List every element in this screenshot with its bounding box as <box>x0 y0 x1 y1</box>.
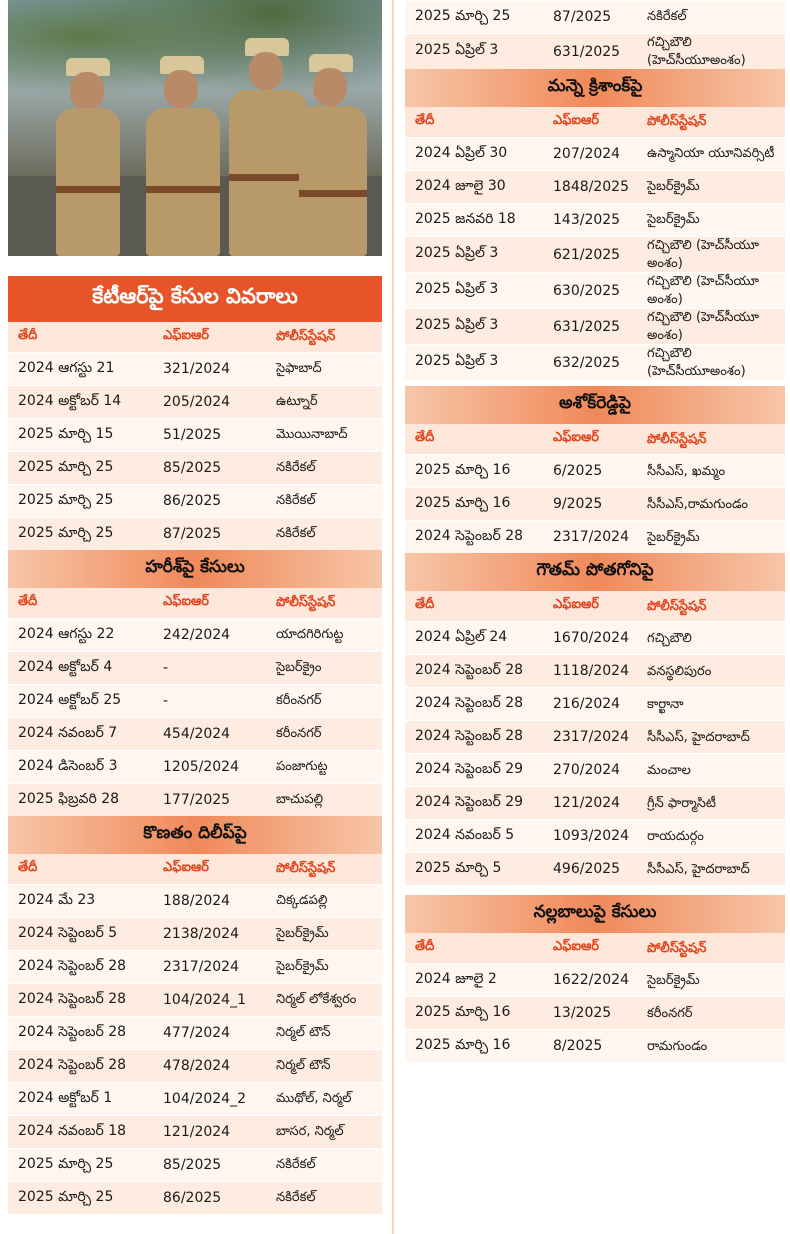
header-station: పోలీస్‌స్టేషన్ <box>276 595 336 611</box>
table-row <box>405 819 785 852</box>
cell-station: నకిరేకల్ <box>276 1190 316 1206</box>
table-row <box>405 621 785 654</box>
cell-station: సైబర్‌క్రైమ్ <box>647 212 700 228</box>
cell-station: మంచాల <box>647 762 691 778</box>
cell-fir: 478/2024 <box>163 1058 231 1074</box>
table-row <box>405 720 785 753</box>
cell-fir: 321/2024 <box>163 361 231 377</box>
right-column <box>405 0 785 1062</box>
cell-date: 2024 ఆగస్టు 21 <box>18 359 115 376</box>
cell-fir: 104/2024_2 <box>163 1091 246 1107</box>
cell-fir: 87/2025 <box>553 9 612 25</box>
cell-date: 2025 ఫిబ్రవరి 28 <box>18 790 120 807</box>
table-row <box>8 651 382 684</box>
cell-station: గచ్చిబౌలి (హెచ్‌సీయూ అంశం) <box>647 274 759 307</box>
header-date: తేదీ <box>415 430 435 446</box>
cell-fir: 86/2025 <box>163 493 222 509</box>
cell-date: 2024 అక్టోబర్ 25 <box>18 691 122 708</box>
nallabalu-table <box>405 963 785 1062</box>
table-row <box>8 1115 382 1148</box>
header-date: తేదీ <box>18 328 38 343</box>
cell-date: 2025 ఏప్రిల్ 3 <box>415 353 499 370</box>
cell-fir: - <box>163 660 169 676</box>
cell-station: ముథోల్, నిర్మల్ <box>276 1091 352 1107</box>
table-row <box>8 618 382 651</box>
cell-date: 2025 మార్చి 16 <box>415 1036 511 1053</box>
cell-date: 2025 ఏప్రిల్ 3 <box>415 245 499 262</box>
cell-fir: 85/2025 <box>163 460 222 476</box>
cell-fir: 496/2025 <box>553 861 621 878</box>
table-row <box>405 454 785 487</box>
cell-date: 2024 సెప్టెంబర్ 28 <box>415 661 524 678</box>
cell-station: కార్ఖానా <box>647 696 684 712</box>
table-row <box>405 996 785 1029</box>
cell-date: 2024 సెప్టెంబర్ 28 <box>18 990 127 1007</box>
cell-date: 2025 ఏప్రిల్ 3 <box>415 281 499 298</box>
header-station: పోలీస్‌స్టేషన్ <box>276 861 336 877</box>
cell-date: 2025 మార్చి 16 <box>415 1003 511 1020</box>
cell-fir: 121/2024 <box>553 795 621 812</box>
cell-fir: 2317/2024 <box>553 529 629 546</box>
table-row <box>405 137 785 170</box>
ashok-table <box>405 454 785 553</box>
cell-station: పంజాగుట్ట <box>276 759 328 775</box>
header-date: తేదీ <box>415 113 435 129</box>
cell-date: 2024 ఆగస్టు 22 <box>18 625 115 642</box>
cell-fir: 8/2025 <box>553 1038 603 1055</box>
table-row <box>405 33 785 69</box>
table-row <box>8 385 382 418</box>
table-row <box>8 983 382 1016</box>
cell-station: గచ్చిబౌలి (హెచ్‌సీయూ అంశం) <box>647 238 759 271</box>
cell-date: 2024 నవంబర్ 5 <box>415 826 515 843</box>
ktr-table <box>8 352 382 550</box>
cell-station: నకిరేకల్ <box>276 526 316 542</box>
cell-fir: 207/2024 <box>553 146 621 163</box>
table-row <box>8 1181 382 1214</box>
harish-table <box>8 618 382 816</box>
cell-date: 2024 సెప్టెంబర్ 29 <box>415 760 524 777</box>
cell-date: 2024 నవంబర్ 18 <box>18 1122 127 1139</box>
cell-fir: 454/2024 <box>163 726 231 742</box>
table-row <box>405 654 785 687</box>
cell-fir: 13/2025 <box>553 1005 612 1022</box>
cell-date: 2024 ఏప్రిల్ 30 <box>415 144 508 161</box>
cell-date: 2025 ఏప్రిల్ 3 <box>415 317 499 334</box>
cell-station: కరీంనగర్ <box>276 726 322 742</box>
cell-station: రామగుండం <box>647 1038 708 1054</box>
cell-date: 2025 జనవరి 18 <box>415 210 516 227</box>
cell-station: ఉట్నూర్ <box>276 394 318 410</box>
cell-station: సైఫాబాద్ <box>276 361 322 377</box>
cell-date: 2024 సెప్టెంబర్ 28 <box>18 1023 127 1040</box>
cell-fir: 2138/2024 <box>163 926 239 942</box>
header-station: పోలీస్‌స్టేషన్ <box>276 329 336 345</box>
cell-fir: 177/2025 <box>163 792 231 808</box>
table-row <box>8 917 382 950</box>
left-column <box>8 0 382 1214</box>
cell-station: నిర్మల్ టౌన్ <box>276 1025 331 1041</box>
table-row <box>405 203 785 236</box>
konatham-table-header <box>8 854 382 884</box>
table-row <box>405 520 785 553</box>
table-row <box>405 236 785 272</box>
police-photo <box>8 0 382 256</box>
cell-station: ఉస్మానియా యూనివర్సిటీ <box>647 146 775 162</box>
header-station: పోలీస్‌స్టేషన్ <box>647 114 707 130</box>
cell-fir: 188/2024 <box>163 893 231 909</box>
cell-fir: 85/2025 <box>163 1157 222 1173</box>
cell-fir: 1118/2024 <box>553 663 629 680</box>
harish-section-title: హరీశ్‌పై కేసులు <box>8 550 382 588</box>
header-fir: ఎఫ్ఐఆర్ <box>553 597 600 613</box>
cell-date: 2025 ఏప్రిల్ 3 <box>415 42 499 59</box>
table-row <box>405 1029 785 1062</box>
cell-fir: 631/2025 <box>553 43 621 60</box>
cell-fir: 216/2024 <box>553 696 621 713</box>
cell-station: సీసీఎస్, హైదరాబాద్ <box>647 729 750 745</box>
cell-station: బాచుపల్లి <box>276 792 324 808</box>
table-row <box>405 786 785 819</box>
cell-station: గచ్చిబౌలి (హెచ్‌సీయూ అంశం) <box>647 310 759 343</box>
table-row <box>8 950 382 983</box>
table-row <box>8 1148 382 1181</box>
header-fir: ఎఫ్ఐఆర్ <box>163 594 210 609</box>
cell-date: 2025 మార్చి 25 <box>415 7 511 24</box>
cell-fir: 9/2025 <box>553 496 603 513</box>
cell-fir: 121/2024 <box>163 1124 231 1140</box>
cell-station: నకిరేకల్ <box>276 460 316 476</box>
manne-table <box>405 137 785 380</box>
cell-date: 2025 మార్చి 16 <box>415 494 511 511</box>
cell-station: మొయినాబాద్ <box>276 427 348 443</box>
header-station: పోలీస్‌స్టేషన్ <box>647 431 707 447</box>
cell-fir: 143/2025 <box>553 212 621 229</box>
gautham-table <box>405 621 785 885</box>
cell-date: 2025 మార్చి 25 <box>18 524 114 541</box>
cell-station: గచ్చిబౌలి <box>647 630 692 646</box>
cell-fir: 104/2024_1 <box>163 992 246 1008</box>
cell-fir: 1205/2024 <box>163 759 239 775</box>
cell-fir: 87/2025 <box>163 526 222 542</box>
column-divider <box>392 0 394 1234</box>
header-fir: ఎఫ్ఐఆర్ <box>553 113 600 129</box>
header-fir: ఎఫ్ఐఆర్ <box>163 328 210 343</box>
cell-date: 2024 జూలై 30 <box>415 177 506 194</box>
table-row <box>8 684 382 717</box>
cell-station: గ్రీన్ ఫార్మాసిటీ <box>647 795 716 811</box>
cell-station: సీసీఎస్,రామగుండం <box>647 496 748 512</box>
manne-table-header <box>405 107 785 137</box>
cell-date: 2024 అక్టోబర్ 14 <box>18 392 122 409</box>
table-row <box>405 0 785 33</box>
cell-fir: 270/2024 <box>553 762 621 779</box>
cell-fir: 242/2024 <box>163 627 231 643</box>
cell-fir: 621/2025 <box>553 246 621 263</box>
table-row <box>8 717 382 750</box>
cell-station: సీసీఎస్, హైదరాబాద్ <box>647 861 750 877</box>
table-row <box>405 487 785 520</box>
cell-station: నిర్మల్ టౌన్ <box>276 1058 331 1074</box>
table-row <box>8 783 382 816</box>
header-date: తేదీ <box>415 939 435 955</box>
konatham-table <box>8 884 382 1214</box>
table-row <box>405 170 785 203</box>
cell-fir: 1093/2024 <box>553 828 629 845</box>
cell-date: 2024 అక్టోబర్ 4 <box>18 658 113 675</box>
cell-date: 2024 సెప్టెంబర్ 28 <box>415 527 524 544</box>
header-date: తేదీ <box>415 597 435 613</box>
cell-fir: 205/2024 <box>163 394 231 410</box>
cell-station: బాసర, నిర్మల్ <box>276 1124 344 1140</box>
cell-fir: 2317/2024 <box>553 729 629 746</box>
cell-date: 2024 సెప్టెంబర్ 28 <box>18 1056 127 1073</box>
table-row <box>8 352 382 385</box>
cell-station: సైబర్‌క్రైం <box>276 660 322 676</box>
cell-date: 2025 మార్చి 16 <box>415 461 511 478</box>
konatham-cont-table <box>405 0 785 69</box>
nallabalu-table-header <box>405 933 785 963</box>
table-row <box>405 753 785 786</box>
header-date: తేదీ <box>18 594 38 609</box>
table-row <box>8 1082 382 1115</box>
table-row <box>8 451 382 484</box>
table-row <box>405 852 785 885</box>
cell-fir: 631/2025 <box>553 318 621 335</box>
cell-date: 2024 ఏప్రిల్ 24 <box>415 628 508 645</box>
cell-fir: 86/2025 <box>163 1190 222 1206</box>
cell-station: కరీంనగర్ <box>647 1005 693 1021</box>
table-row <box>405 308 785 344</box>
cell-station: నకిరేకల్ <box>647 9 687 25</box>
ktr-table-header <box>8 322 382 352</box>
konatham-section-title: కొణతం దిలీప్‌పై <box>8 816 382 854</box>
table-row <box>8 418 382 451</box>
table-row <box>8 750 382 783</box>
ktr-section-title: కేటీఆర్‌పై కేసుల వివరాలు <box>8 276 382 322</box>
table-row <box>8 1016 382 1049</box>
cell-station: కరీంనగర్ <box>276 693 322 709</box>
cell-date: 2025 మార్చి 15 <box>18 425 114 442</box>
table-row <box>8 1049 382 1082</box>
manne-section-title: మన్నె క్రిశాంక్‌పై <box>405 69 785 107</box>
cell-station: సైబర్‌క్రైమ్ <box>647 179 700 195</box>
cell-station: నకిరేకల్ <box>276 493 316 509</box>
cell-station: వనస్థలిపురం <box>647 663 712 679</box>
cell-date: 2024 సెప్టెంబర్ 5 <box>18 924 118 941</box>
table-row <box>8 484 382 517</box>
cell-station: సైబర్‌క్రైమ్ <box>647 529 700 545</box>
nallabalu-section-title: నల్లబాలుపై కేసులు <box>405 895 785 933</box>
cell-fir: 6/2025 <box>553 463 603 480</box>
table-row <box>405 963 785 996</box>
cell-date: 2024 మే 23 <box>18 891 96 908</box>
cell-station: సైబర్‌క్రైమ్ <box>276 926 329 942</box>
table-row <box>8 884 382 917</box>
cell-fir: 2317/2024 <box>163 959 239 975</box>
gautham-section-title: గౌతమ్ పోతగోనిపై <box>405 553 785 591</box>
header-fir: ఎఫ్ఐఆర్ <box>553 430 600 446</box>
cell-date: 2025 మార్చి 25 <box>18 458 114 475</box>
table-row <box>405 687 785 720</box>
table-row <box>405 344 785 380</box>
cell-date: 2024 డిసెంబర్ 3 <box>18 757 118 774</box>
cell-station: సైబర్‌క్రైమ్ <box>647 972 700 988</box>
cell-date: 2024 సెప్టెంబర్ 28 <box>415 694 524 711</box>
cell-station: యాదగిరిగుట్ట <box>276 627 344 643</box>
cell-station: నిర్మల్ లోకేశ్వరం <box>276 992 357 1008</box>
header-station: పోలీస్‌స్టేషన్ <box>647 940 707 956</box>
cell-date: 2025 మార్చి 25 <box>18 491 114 508</box>
gautham-table-header <box>405 591 785 621</box>
header-date: తేదీ <box>18 860 38 875</box>
cell-fir: 51/2025 <box>163 427 222 443</box>
cell-station: గచ్చిబౌలి (హెచ్‌సీయూఅంశం) <box>647 346 746 379</box>
cell-station: చిక్కడపల్లి <box>276 893 328 909</box>
cell-station: సైబర్‌క్రైమ్ <box>276 959 329 975</box>
header-station: పోలీస్‌స్టేషన్ <box>647 598 707 614</box>
cell-fir: 632/2025 <box>553 354 621 371</box>
cell-date: 2024 సెప్టెంబర్ 28 <box>18 957 127 974</box>
cell-fir: 1670/2024 <box>553 630 629 647</box>
harish-table-header <box>8 588 382 618</box>
header-fir: ఎఫ్ఐఆర్ <box>163 860 210 875</box>
cell-station: గచ్చిబౌలి (హెచ్‌సీయూఅంశం) <box>647 35 746 68</box>
cell-fir: 477/2024 <box>163 1025 231 1041</box>
table-row <box>405 272 785 308</box>
cell-station: నకిరేకల్ <box>276 1157 316 1173</box>
cell-date: 2024 సెప్టెంబర్ 29 <box>415 793 524 810</box>
cell-fir: 630/2025 <box>553 282 621 299</box>
table-row <box>8 517 382 550</box>
cell-fir: 1848/2025 <box>553 179 629 196</box>
cell-date: 2024 అక్టోబర్ 1 <box>18 1089 113 1106</box>
header-fir: ఎఫ్ఐఆర్ <box>553 939 600 955</box>
cell-date: 2024 సెప్టెంబర్ 28 <box>415 727 524 744</box>
cell-date: 2024 జూలై 2 <box>415 970 497 987</box>
cell-station: రాయదుర్గం <box>647 828 704 844</box>
cell-station: సీసీఎస్, ఖమ్మం <box>647 463 726 479</box>
cell-date: 2025 మార్చి 25 <box>18 1155 114 1172</box>
ashok-section-title: అశోక్‌రెడ్డిపై <box>405 386 785 424</box>
cell-date: 2025 మార్చి 25 <box>18 1188 114 1205</box>
cell-fir: 1622/2024 <box>553 972 629 989</box>
cell-date: 2024 నవంబర్ 7 <box>18 724 118 741</box>
ashok-table-header <box>405 424 785 454</box>
cell-fir: - <box>163 693 169 709</box>
cell-date: 2025 మార్చి 5 <box>415 859 502 876</box>
